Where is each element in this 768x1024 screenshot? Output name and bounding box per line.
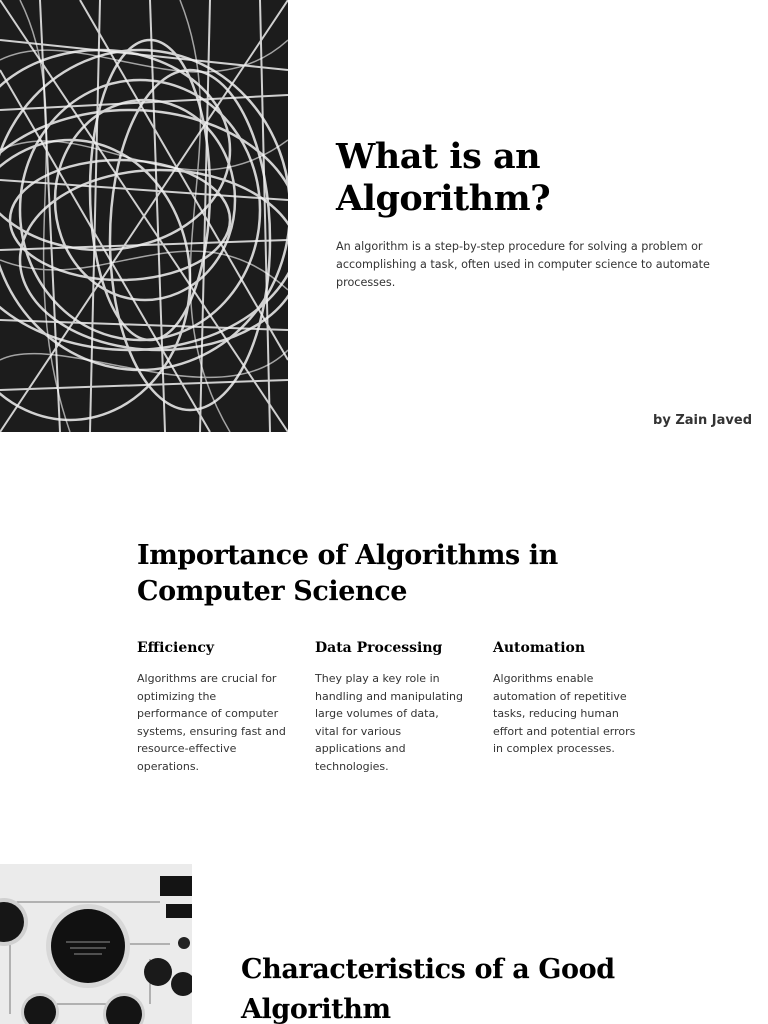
feature-data-processing	[315, 638, 465, 775]
feature-text: Algorithms are crucial for optimizing the performance of computer systems, ensuring fast and resource-effective operations.	[137, 672, 286, 773]
importance-heading: Importance of Algorithms in Computer Science	[137, 540, 558, 607]
feature-efficiency	[137, 638, 287, 775]
feature-title: Efficiency	[137, 640, 215, 656]
feature-automation	[493, 638, 643, 775]
author-byline: by Zain Javed	[653, 413, 752, 428]
intro-description: An algorithm is a step-by-step procedure for solving a problem or accomplishing a task, often used in computer science to automate processes.	[336, 240, 710, 289]
algorithm-diagram-image	[0, 864, 192, 1024]
characteristics-heading: Characteristics of a Good Algorithm	[241, 954, 615, 1024]
importance-features	[137, 638, 657, 775]
abstract-network-image	[0, 0, 288, 432]
feature-text: They play a key role in handling and manipulating large volumes of data, vital for various applications and technologies.	[315, 672, 463, 773]
feature-text: Algorithms enable automation of repetitive tasks, reducing human effort and potential errors in complex processes.	[493, 672, 636, 755]
feature-title: Data Processing	[315, 640, 443, 656]
page-title: What is an Algorithm?	[336, 136, 551, 219]
feature-title: Automation	[493, 640, 586, 656]
